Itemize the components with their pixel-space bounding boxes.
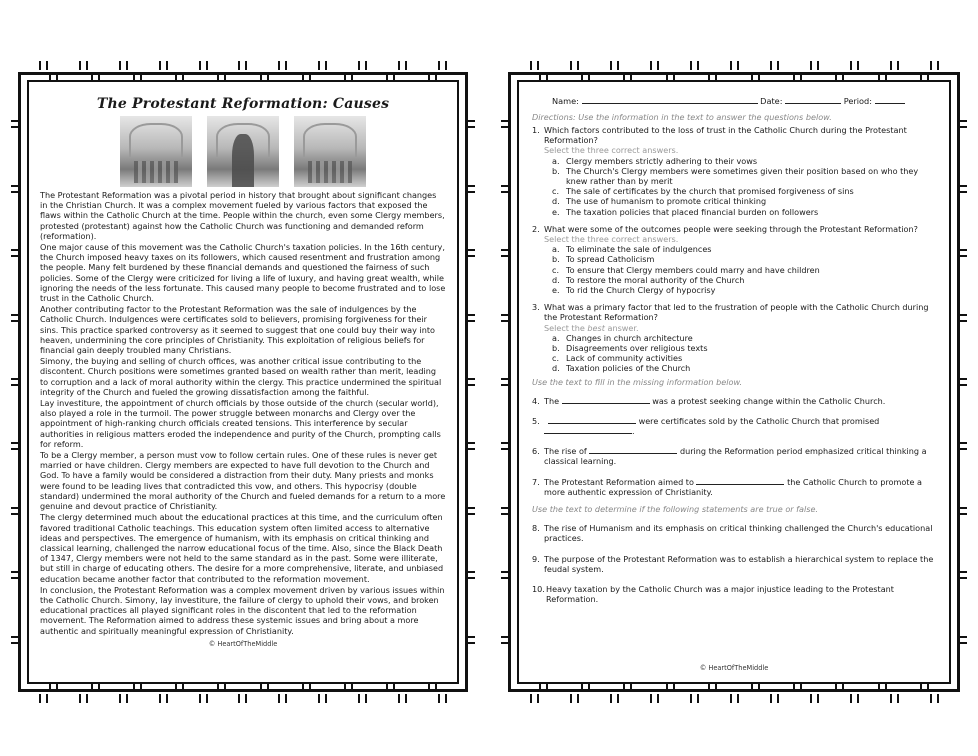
name-field[interactable] [582, 96, 758, 104]
border-ticks-top [24, 61, 462, 70]
option-letter: e. [552, 206, 560, 217]
question-text: What was a primary factor that led to the frustration of people with the Catholic Church during the Protestant Reformation? [544, 302, 929, 323]
option-letter: b. [552, 254, 560, 265]
question-number: 8. [532, 523, 540, 534]
paragraph-simony: Simony, the buying and selling of church offices, was another critical issue contributing to the discontent. Church positions were sometimes granted based on wealth rather than merit, leading to corruption and a lack of moral authority within the clergy. This practice undermined the spiritual integrity of the Church and fueled the growing dissatisfaction among the faithful. [40, 356, 442, 397]
cathedral-interior-image [120, 116, 192, 187]
option-text: To rid the Church Clergy of hypocrisy [566, 285, 716, 296]
question-4: 4. The was a protest seeking change within the Catholic Church. [532, 395, 886, 406]
border-ticks-left [501, 92, 508, 672]
option-text: The Church's Clergy members were sometimes given their position based on who they knew rather than by merit [566, 165, 919, 187]
answer-option[interactable] [552, 363, 938, 373]
worksheet-page [508, 72, 960, 692]
option-letter: a. [552, 155, 560, 166]
option-text: The sale of certificates by the church that promised forgiveness of sins [566, 186, 854, 197]
question-text: What were some of the outcomes people were seeking through the Protestant Reformation? [544, 223, 918, 234]
paragraph-clergy-vows: To be a Clergy member, a person must vow to follow certain rules. One of these rules is never get married or have children. Clergy members are expected to have full devotion to the Church and God. To have a family would be considered a distraction from their duty. Many priests and monks were found to be leading lives that contradicted this vow, and others. This hypocrisy (double standard) undermined the moral authority of the Church and fueled demands for a return to a more genuine and devout practice of Christianity. [40, 450, 446, 512]
border-ticks-top [514, 61, 954, 70]
answer-option[interactable] [552, 196, 938, 206]
copyright-footer: © HeartOfTheMiddle [699, 664, 769, 672]
reading-page [18, 72, 468, 692]
border-ticks-top-inner [32, 75, 454, 82]
period-label: Period: [843, 96, 872, 106]
option-text: To ensure that Clergy members could marry and have children [566, 264, 820, 275]
question-9 [530, 554, 938, 574]
statement-text: The rise of Humanism and its emphasis on critical thinking challenged the Church's educational practices. [544, 523, 933, 544]
question-7: 7. The Protestant Reformation aimed to the Catholic Church to promote a more authentic expression of Christianity. [532, 476, 922, 497]
option-letter: d. [552, 196, 560, 207]
option-letter: c. [552, 264, 560, 275]
answer-option[interactable] [552, 285, 938, 295]
paragraph-indulgences: Another contributing factor to the Protestant Reformation was the sale of indulgences by the Catholic Church. Indulgences were certificates sold to believers, promising forgiveness for their sins. This practice sparked controversy as it seemed to suggest that one could buy their way into heaven, undermining the core principles of Christianity. This exploitation of religious beliefs for financial gain deeply troubled many Christians. [40, 304, 435, 356]
answer-option[interactable] [552, 265, 938, 275]
question-2 [530, 224, 938, 295]
directions-fill-in: Use the text to fill in the missing information below. [532, 376, 743, 387]
fill-in-blank[interactable] [562, 396, 650, 404]
border-ticks-right [468, 92, 475, 672]
answer-option[interactable] [552, 166, 938, 186]
option-text: Disagreements over religious texts [566, 343, 708, 354]
border-ticks-top-inner [522, 75, 946, 82]
cathedral-procession-image [294, 116, 366, 187]
question-number: 2. [532, 223, 540, 234]
option-letter: e. [552, 285, 560, 296]
paragraph-intro: The Protestant Reformation was a pivotal period in history that brought about significant changes in the Christian Church. It was a complex movement fueled by various factors that exposed the flaws within the Catholic Church at the time. People within the church, even some Clergy members, protested (protestant) against how the Catholic Church was functioning and demanded reform (reformation). [40, 190, 445, 241]
border-ticks-left [11, 92, 18, 672]
option-letter: b. [552, 165, 560, 176]
clergy-figure-image [207, 116, 279, 187]
question-3 [530, 302, 938, 373]
question-number: 3. [532, 302, 540, 313]
page-title: The Protestant Reformation: Causes [96, 96, 390, 112]
question-number: 9. [532, 553, 540, 564]
directions-true-false: Use the text to determine if the following statements are true or false. [532, 504, 818, 515]
fill-in-blank[interactable] [589, 446, 677, 454]
paragraph-taxation: One major cause of this movement was the Catholic Church's taxation policies. In the 16th century, the Church imposed heavy taxes on its followers, which caused resentment and frustration among the people. Many felt burdened by these financial demands and questioned the fairness of such policies. Some of the Clergy were criticized for living a life of luxury, and having great wealth, while ignoring the needs of the less fortunate. This caused many people to become frustrated and to lose trust in the Catholic Church. [40, 242, 446, 304]
answer-option[interactable] [552, 207, 938, 217]
option-text: Lack of community activities [566, 353, 683, 364]
question-number: 5. [532, 415, 540, 426]
border-ticks-bottom [24, 694, 462, 703]
question-6: 6. The rise of during the Reformation period emphasized critical thinking a classical learning. [532, 446, 927, 467]
statement-text: The purpose of the Protestant Reformation was to establish a hierarchical system to replace the feudal system. [544, 553, 934, 574]
question-number: 4. [532, 395, 540, 406]
option-letter: d. [552, 274, 560, 285]
select-hint: Select the three correct answers. [544, 145, 679, 156]
question-number: 1. [532, 125, 540, 135]
answer-option[interactable] [552, 156, 938, 166]
border-ticks-right [960, 92, 967, 672]
question-number: 10. [532, 583, 545, 594]
option-text: The use of humanism to promote critical thinking [566, 196, 767, 207]
answer-option[interactable] [552, 186, 938, 196]
fill-in-blank[interactable] [696, 477, 784, 485]
question-number: 6. [532, 446, 540, 457]
answer-option[interactable] [552, 275, 938, 285]
option-text: The taxation policies that placed financial burden on followers [566, 206, 819, 217]
directions-multiple-choice: Directions: Use the information in the text to answer the questions below. [532, 112, 832, 122]
illustration-row [40, 116, 446, 187]
option-text: Changes in church architecture [566, 332, 693, 343]
name-label: Name: [552, 96, 579, 106]
option-text: Taxation policies of the Church [566, 363, 691, 374]
answer-option[interactable] [552, 254, 938, 264]
select-hint: Select the best answer. [544, 322, 639, 333]
date-field[interactable] [785, 96, 841, 104]
period-field[interactable] [875, 96, 905, 104]
answer-option[interactable] [552, 353, 938, 363]
reading-content [40, 90, 446, 678]
option-letter: d. [552, 363, 560, 374]
student-info-line [552, 96, 938, 106]
option-letter: a. [552, 244, 560, 255]
option-text: To eliminate the sale of indulgences [566, 244, 712, 255]
answer-option[interactable] [552, 244, 938, 254]
copyright-footer: © HeartOfTheMiddle [208, 639, 278, 648]
worksheet-content [530, 90, 938, 678]
option-letter: c. [552, 353, 560, 364]
option-letter: c. [552, 186, 560, 197]
option-letter: b. [552, 343, 560, 354]
option-text: To restore the moral authority of the Church [566, 274, 745, 285]
select-hint: Select the three correct answers. [544, 234, 679, 245]
question-text: Which factors contributed to the loss of trust in the Catholic Church during the Protestant Reformation? [544, 125, 907, 146]
fill-in-blank[interactable] [548, 416, 636, 424]
paragraph-lay-investiture: Lay investiture, the appointment of church officials by those outside of the church (secular world), also played a role in the turmoil. The power struggle between monarchs and Clergy over the appointment of high-ranking church officials created tensions. This interference by secular authorities in religious matters eroded the independence and purity of the Church, prompting calls for reform. [40, 398, 441, 449]
paragraph-conclusion: In conclusion, the Protestant Reformation was a complex movement driven by various issues within the Catholic Church. Simony, lay investiture, the failure of clergy to uphold their vows, and broken educational practices all played significant roles in the discontent that led to the reformation movement. The Reformation aimed to address these systemic issues and bring about a more authentic and spiritually meaningful expression of Christianity. [40, 584, 445, 636]
question-number: 7. [532, 476, 540, 487]
answer-option[interactable] [552, 343, 938, 353]
paragraph-education: The clergy determined much about the educational practices at this time, and the curriculum often favored traditional Catholic teachings. This education system often limited access to alternative ideas and perspectives. The emergence of humanism, with its emphasis on critical thinking and classical learning, challenged the narrow educational focus of the time. Also, since the Black Death of 1347, Clergy members were not held to the same standard as in the past. Some were illiterate, but still in charge of educating others. The desire for a more comprehensive, literate, and unbiased education became another factor that contributed to the reformation movement. [40, 512, 444, 584]
question-5: 5. were certificates sold by the Catholic Church that promised . [532, 415, 880, 437]
date-label: Date: [760, 96, 783, 106]
answer-option[interactable] [552, 333, 938, 343]
border-ticks-bottom-inner [522, 682, 946, 689]
question-1 [530, 125, 938, 217]
question-8 [530, 523, 938, 543]
statement-text: Heavy taxation by the Catholic Church was a major injustice leading to the Protestant Reformation. [546, 583, 894, 605]
fill-in-blank[interactable] [544, 426, 632, 434]
option-letter: a. [552, 332, 560, 343]
border-ticks-bottom [514, 694, 954, 703]
question-10 [530, 584, 938, 604]
option-text: To spread Catholicism [566, 254, 655, 265]
border-ticks-bottom-inner [32, 682, 454, 689]
option-text: Clergy members strictly adhering to their vows [566, 155, 758, 166]
